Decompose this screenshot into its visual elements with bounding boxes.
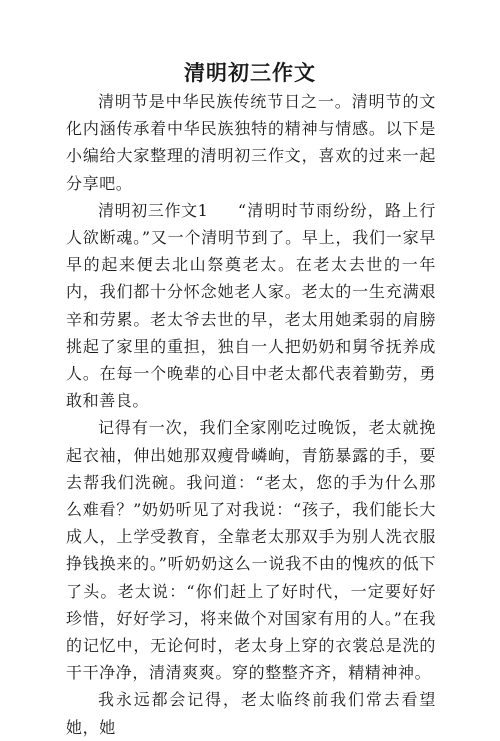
paragraph-last: 我永远都会记得，老太临终前我们常去看望她，她 [66,690,436,737]
paragraph-essay-1 [66,197,436,415]
paragraph-intro: 清明节是中华民族传统节日之一。清明节的文化内涵传承着中华民族独特的精神与情感。以下是小编给大家整理的清明初三作文，喜欢的过来一起分享吧。 [66,92,436,193]
essay-1-text: “清明时节雨纷纷，路上行人欲断魂。”又一个清明节到了。早上，我们一家早早的起来便去北山祭奠老太。在老太去世的一年内，我们都十分怀念她老人家。老太的一生充满艰辛和劳累。老太爷去世的早，老太用她柔弱的肩膀挑起了家里的重担，独自一人把奶奶和舅爷抚养成人。在每一个晚辈的心目中老太都代表着勤劳，勇敢和善良。 [66,200,436,411]
paragraph-memory: 记得有一次，我们全家刚吃过晚饭，老太就挽起衣袖，伸出她那双瘦骨嶙峋，青筋暴露的手，要去帮我们洗碗。我问道：“老太，您的手为什么那么难看？”奶奶听见了对我说：“孩子，我们能长大成人，上学受教育，全靠老太那双手为别人洗衣服挣钱换来的。”听奶奶这么一说我不由的愧疚的低下了头。老太说：“你们赶上了好时代，一定要好好珍惜，好好学习，将来做个对国家有用的人。”在我的记忆中，无论何时，老太身上穿的衣裳总是洗的干干净净，清清爽爽。穿的整整齐齐，精精神神。 [66,418,436,683]
essay-heading: 清明初三作文1 [98,200,208,220]
page-title: 清明初三作文 [184,60,316,85]
article-body [66,88,436,741]
